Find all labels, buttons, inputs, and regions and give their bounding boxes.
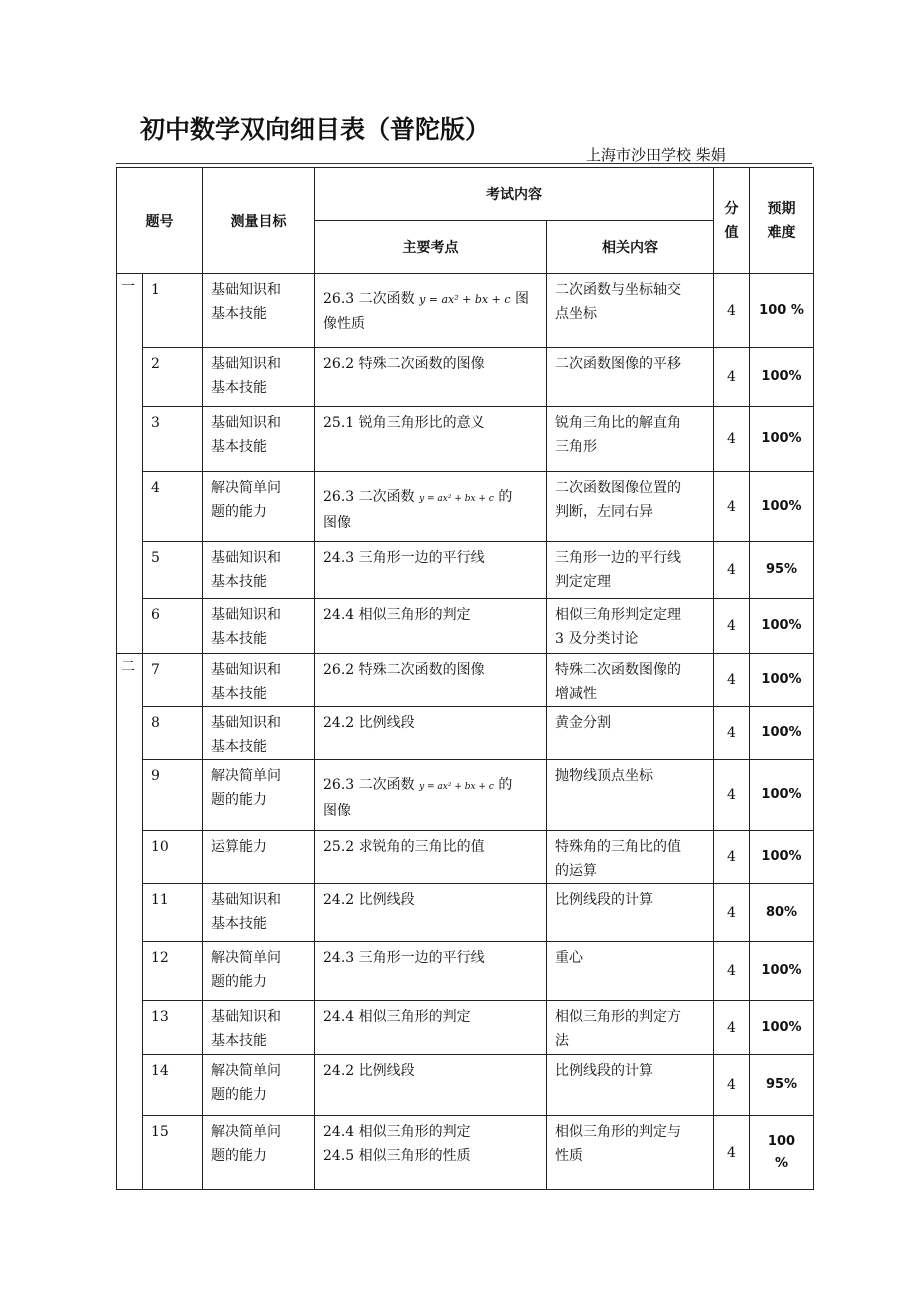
related-content xyxy=(547,274,714,348)
goal-line: 基础知识和 xyxy=(211,415,281,431)
goal-line: 基础知识和 xyxy=(211,607,281,623)
main-point-line: 24.5 相似三角形的性质 xyxy=(323,1148,471,1164)
main-point xyxy=(315,831,547,884)
goal-line: 基本技能 xyxy=(211,439,267,455)
main-point xyxy=(315,1001,547,1055)
main-point xyxy=(315,274,547,348)
main-point-suffix: 的 xyxy=(498,777,513,793)
main-point-text: 26.3 二次函数 xyxy=(323,489,415,505)
related-content xyxy=(547,1116,714,1190)
table-row xyxy=(117,542,814,599)
goal-line: 题的能力 xyxy=(211,1087,267,1103)
score-value: 4 xyxy=(714,407,750,472)
main-point xyxy=(315,654,547,707)
header-difficulty xyxy=(750,168,814,274)
page-title: 初中数学双向细目表（普陀版） xyxy=(140,115,491,144)
main-point xyxy=(315,707,547,760)
goal-line: 题的能力 xyxy=(211,792,267,808)
related-content xyxy=(547,348,714,407)
question-number: 15 xyxy=(143,1116,203,1190)
question-number: 3 xyxy=(143,407,203,472)
main-point xyxy=(315,942,547,1001)
measurement-goal xyxy=(203,274,315,348)
related-content xyxy=(547,1055,714,1116)
main-point-suffix: 的 xyxy=(498,489,513,505)
score-value: 4 xyxy=(714,1055,750,1116)
section-label: 一 xyxy=(117,274,143,654)
difficulty-value: 100% xyxy=(750,407,814,472)
goal-line: 解决简单问 xyxy=(211,768,281,784)
related-line: 锐角三角比的解直角 xyxy=(555,415,681,431)
goal-line: 基本技能 xyxy=(211,1033,267,1049)
main-point-line: 24.4 相似三角形的判定 xyxy=(323,1124,471,1140)
header-diff-line2: 难度 xyxy=(767,224,796,241)
goal-line: 解决简单问 xyxy=(211,480,281,496)
score-value: 4 xyxy=(714,274,750,348)
header-main-points: 主要考点 xyxy=(315,221,547,274)
goal-line: 解决简单问 xyxy=(211,1124,281,1140)
table-row xyxy=(117,1001,814,1055)
table-row xyxy=(117,472,814,542)
related-line: 比例线段的计算 xyxy=(555,892,653,908)
main-point-text: 26.3 二次函数 xyxy=(323,777,415,793)
difficulty-value: 100% xyxy=(750,942,814,1001)
main-point xyxy=(315,407,547,472)
related-line: 性质 xyxy=(555,1148,583,1164)
question-number: 5 xyxy=(143,542,203,599)
measurement-goal xyxy=(203,472,315,542)
table-row xyxy=(117,831,814,884)
formula-expression: y = ax² + bx + c xyxy=(419,782,494,792)
goal-line: 题的能力 xyxy=(211,504,267,520)
main-point-line xyxy=(323,476,538,511)
measurement-goal xyxy=(203,1055,315,1116)
difficulty-text: 100 % xyxy=(767,1133,796,1171)
table-body xyxy=(117,274,814,1190)
difficulty-value: 100% xyxy=(750,654,814,707)
table-row xyxy=(117,1116,814,1190)
measurement-goal xyxy=(203,407,315,472)
section-label: 二 xyxy=(117,654,143,1190)
header-score xyxy=(714,168,750,274)
header-score-line1: 分 xyxy=(724,200,739,217)
goal-line: 基础知识和 xyxy=(211,356,281,372)
measurement-goal xyxy=(203,760,315,831)
score-value: 4 xyxy=(714,348,750,407)
related-content xyxy=(547,654,714,707)
difficulty-value xyxy=(750,1116,814,1190)
goal-line: 题的能力 xyxy=(211,974,267,990)
related-line: 点坐标 xyxy=(555,306,597,322)
score-value: 4 xyxy=(714,884,750,942)
score-value: 4 xyxy=(714,942,750,1001)
header-related: 相关内容 xyxy=(547,221,714,274)
score-value: 4 xyxy=(714,599,750,654)
author-line: 上海市沙田学校 柴娟 xyxy=(586,146,726,164)
measurement-goal xyxy=(203,707,315,760)
related-line: 相似三角形的判定与 xyxy=(555,1124,681,1140)
main-point-line: 26.2 特殊二次函数的图像 xyxy=(323,356,485,372)
related-line: 3 及分类讨论 xyxy=(555,631,639,647)
measurement-goal xyxy=(203,831,315,884)
header-content: 考试内容 xyxy=(315,168,714,221)
question-number: 9 xyxy=(143,760,203,831)
main-point-line: 25.2 求锐角的三角比的值 xyxy=(323,839,485,855)
related-line: 特殊二次函数图像的 xyxy=(555,662,681,678)
score-value: 4 xyxy=(714,472,750,542)
table-row xyxy=(117,707,814,760)
related-line: 判定定理 xyxy=(555,574,611,590)
related-line: 抛物线顶点坐标 xyxy=(555,768,653,784)
measurement-goal xyxy=(203,542,315,599)
main-point-line: 24.3 三角形一边的平行线 xyxy=(323,550,485,566)
related-line: 增减性 xyxy=(555,686,597,702)
difficulty-value: 100% xyxy=(750,760,814,831)
difficulty-value: 100% xyxy=(750,472,814,542)
header-no: 题号 xyxy=(117,168,203,274)
goal-line: 基本技能 xyxy=(211,686,267,702)
related-line: 相似三角形判定定理 xyxy=(555,607,681,623)
related-line: 的运算 xyxy=(555,863,597,879)
goal-line: 解决简单问 xyxy=(211,1063,281,1079)
main-point-text: 26.3 二次函数 xyxy=(323,291,415,307)
related-content xyxy=(547,1001,714,1055)
measurement-goal xyxy=(203,654,315,707)
related-content xyxy=(547,831,714,884)
main-point xyxy=(315,472,547,542)
main-point xyxy=(315,599,547,654)
goal-line: 运算能力 xyxy=(211,839,267,855)
main-point-line: 24.3 三角形一边的平行线 xyxy=(323,950,485,966)
related-line: 黄金分割 xyxy=(555,715,611,731)
main-point-line: 24.2 比例线段 xyxy=(323,715,415,731)
main-point-line: 24.2 比例线段 xyxy=(323,1063,415,1079)
related-content xyxy=(547,407,714,472)
measurement-goal xyxy=(203,884,315,942)
score-value: 4 xyxy=(714,1116,750,1190)
main-point-line: 图像 xyxy=(323,803,351,819)
table-row xyxy=(117,654,814,707)
score-value: 4 xyxy=(714,1001,750,1055)
score-value: 4 xyxy=(714,760,750,831)
goal-line: 基础知识和 xyxy=(211,550,281,566)
question-number: 12 xyxy=(143,942,203,1001)
question-number: 7 xyxy=(143,654,203,707)
measurement-goal xyxy=(203,1116,315,1190)
difficulty-value: 100% xyxy=(750,707,814,760)
difficulty-value: 100% xyxy=(750,1001,814,1055)
spec-table xyxy=(116,167,814,1190)
header-score-line2: 值 xyxy=(724,224,739,241)
difficulty-value: 80% xyxy=(750,884,814,942)
related-line: 三角形一边的平行线 xyxy=(555,550,681,566)
main-point-line: 24.4 相似三角形的判定 xyxy=(323,607,471,623)
main-point xyxy=(315,884,547,942)
related-line: 判断，左同右异 xyxy=(555,504,653,520)
related-line: 二次函数图像位置的 xyxy=(555,480,681,496)
main-point-line: 24.2 比例线段 xyxy=(323,892,415,908)
related-line: 法 xyxy=(555,1033,569,1049)
main-point xyxy=(315,542,547,599)
related-line: 相似三角形的判定方 xyxy=(555,1009,681,1025)
goal-line: 基础知识和 xyxy=(211,1009,281,1025)
main-point-line: 像性质 xyxy=(323,316,365,332)
question-number: 14 xyxy=(143,1055,203,1116)
question-number: 4 xyxy=(143,472,203,542)
table-row xyxy=(117,407,814,472)
related-line: 特殊角的三角比的值 xyxy=(555,839,681,855)
related-content xyxy=(547,707,714,760)
goal-line: 基本技能 xyxy=(211,574,267,590)
question-number: 6 xyxy=(143,599,203,654)
formula-expression: y = ax² + bx + c xyxy=(419,293,511,306)
related-content xyxy=(547,599,714,654)
goal-line: 题的能力 xyxy=(211,1148,267,1164)
related-content xyxy=(547,760,714,831)
question-number: 1 xyxy=(143,274,203,348)
related-content xyxy=(547,884,714,942)
difficulty-value: 100% xyxy=(750,348,814,407)
question-number: 8 xyxy=(143,707,203,760)
related-line: 二次函数与坐标轴交 xyxy=(555,282,681,298)
related-content xyxy=(547,942,714,1001)
main-point xyxy=(315,1116,547,1190)
question-number: 13 xyxy=(143,1001,203,1055)
related-line: 重心 xyxy=(555,950,583,966)
formula-expression: y = ax² + bx + c xyxy=(419,494,494,504)
measurement-goal xyxy=(203,1001,315,1055)
measurement-goal xyxy=(203,348,315,407)
score-value: 4 xyxy=(714,707,750,760)
main-point xyxy=(315,348,547,407)
table-row xyxy=(117,760,814,831)
main-point-line: 24.4 相似三角形的判定 xyxy=(323,1009,471,1025)
goal-line: 基础知识和 xyxy=(211,892,281,908)
measurement-goal xyxy=(203,942,315,1001)
score-value: 4 xyxy=(714,654,750,707)
difficulty-value: 100 % xyxy=(750,274,814,348)
goal-line: 基本技能 xyxy=(211,306,267,322)
table-row xyxy=(117,599,814,654)
table-row xyxy=(117,942,814,1001)
related-line: 三角形 xyxy=(555,439,597,455)
difficulty-value: 100% xyxy=(750,831,814,884)
table-row xyxy=(117,274,814,348)
question-number: 2 xyxy=(143,348,203,407)
main-point-line: 图像 xyxy=(323,515,351,531)
main-point-line xyxy=(323,278,538,312)
table-row xyxy=(117,1055,814,1116)
difficulty-value: 100% xyxy=(750,599,814,654)
title-rule xyxy=(116,163,812,164)
question-number: 11 xyxy=(143,884,203,942)
related-content xyxy=(547,542,714,599)
table-row xyxy=(117,884,814,942)
goal-line: 基础知识和 xyxy=(211,282,281,298)
related-content xyxy=(547,472,714,542)
goal-line: 基本技能 xyxy=(211,739,267,755)
goal-line: 解决简单问 xyxy=(211,950,281,966)
goal-line: 基本技能 xyxy=(211,631,267,647)
goal-line: 基本技能 xyxy=(211,916,267,932)
table-row xyxy=(117,348,814,407)
main-point-line xyxy=(323,764,538,799)
goal-line: 基础知识和 xyxy=(211,662,281,678)
goal-line: 基本技能 xyxy=(211,380,267,396)
main-point xyxy=(315,1055,547,1116)
score-value: 4 xyxy=(714,831,750,884)
related-line: 比例线段的计算 xyxy=(555,1063,653,1079)
main-point-line: 25.1 锐角三角形比的意义 xyxy=(323,415,485,431)
question-number: 10 xyxy=(143,831,203,884)
score-value: 4 xyxy=(714,542,750,599)
difficulty-value: 95% xyxy=(750,542,814,599)
measurement-goal xyxy=(203,599,315,654)
main-point-line: 26.2 特殊二次函数的图像 xyxy=(323,662,485,678)
difficulty-value: 95% xyxy=(750,1055,814,1116)
header-goal: 测量目标 xyxy=(203,168,315,274)
main-point xyxy=(315,760,547,831)
header-diff-line1: 预期 xyxy=(767,200,796,217)
main-point-suffix: 图 xyxy=(514,291,529,307)
related-line: 二次函数图像的平移 xyxy=(555,356,681,372)
goal-line: 基础知识和 xyxy=(211,715,281,731)
